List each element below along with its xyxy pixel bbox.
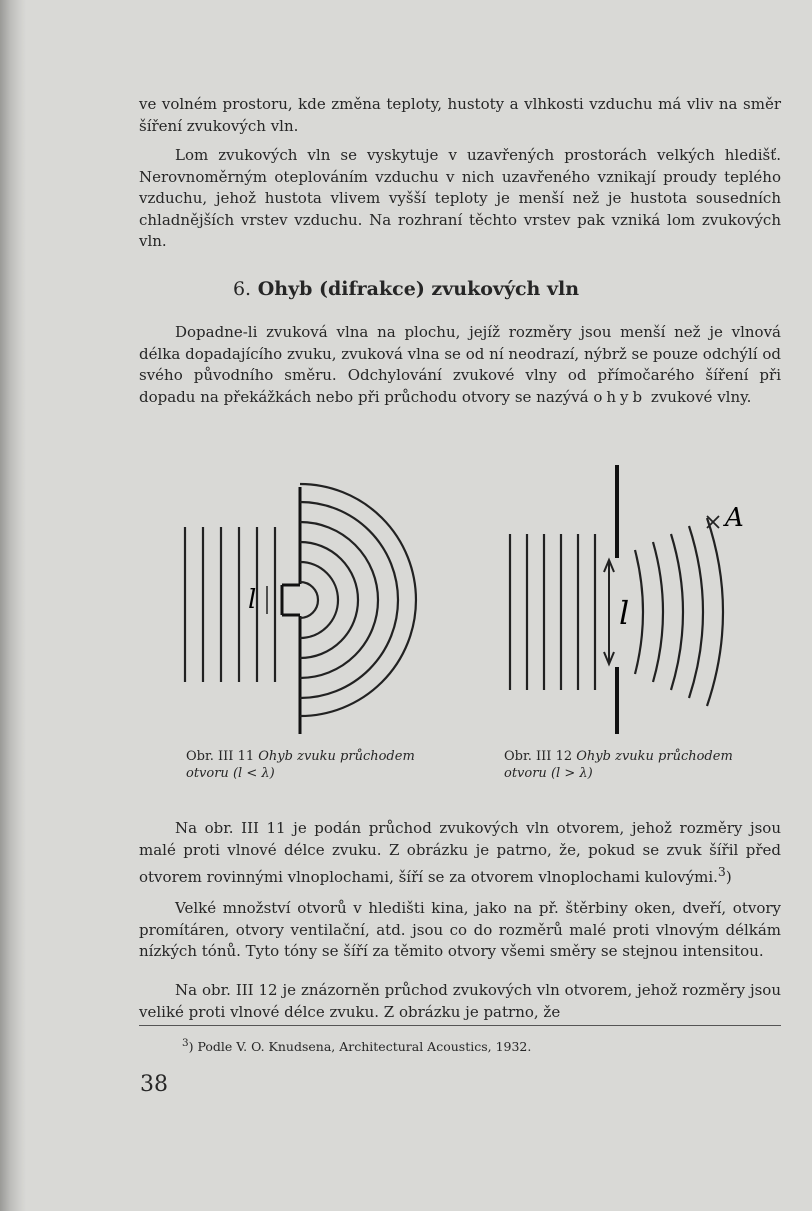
paragraph-openings: Velké množství otvorů v hledišti kina, jako na př. štěrbiny oken, dveří, otvory promítáren, otvory ventilační, atd. jsou co do rozměrů malé proti vlnovým délkám nízkých tónů. Tyto tóny se šíří za těmito otvory všemi směry se stejnou intensitou. (139, 899, 781, 960)
plane-wavefronts (510, 534, 595, 690)
section-number: 6. (232, 278, 252, 300)
spherical-wavefronts (300, 484, 416, 716)
figure-diffraction-large-opening (495, 462, 765, 742)
diffracted-wave-arc (635, 550, 643, 674)
paragraph-figure-12-explanation: Na obr. III 12 je znázorněn průchod zvukových vln otvorem, jehož rozměry jsou veliké proti vlnové délce zvuku. Z obrázku je patrno, že (139, 981, 781, 1021)
footnote-divider (139, 1025, 781, 1026)
diffracted-wave-arc (671, 534, 683, 690)
diffracted-wave-arc (653, 542, 663, 682)
point-a-label: A (725, 503, 744, 533)
caption-figure-left: Obr. III 11 Ohyb zvuku průchodem otvoru (l < λ) (186, 749, 415, 781)
footnote-mark: 3 (182, 1037, 189, 1049)
spherical-wave-arc (300, 542, 358, 658)
term-ohyb: ohyb (593, 387, 647, 406)
diffracted-wave-arc (689, 526, 703, 698)
opening-dimension (604, 560, 614, 664)
section-heading (0, 278, 812, 300)
opening-size-label: l (248, 585, 257, 615)
page-number: 38 (140, 1072, 168, 1097)
diffracted-wavefronts (635, 518, 723, 706)
book-spine-shadow (0, 0, 26, 1211)
diffracted-wave-arc (707, 518, 723, 706)
plane-wavefronts (185, 527, 275, 682)
section-title: Ohyb (difrakce) zvukových vln (257, 278, 580, 300)
paragraph-diffraction: Dopadne-li zvuková vlna na plochu, jejíž rozměry jsou menší než je vlnová délka dopadajícího zvuku, zvuková vlna se od ní neodrazí, nýbrž se pouze odchýlí od svého původního směru. Odchylování zvukové vlny od přímočarého šíření při dopadu na překážkách nebo při průchodu otvory se nazývá ohyb zvukové vlny. (139, 323, 781, 406)
paragraph-figure-11-explanation: Na obr. III 11 je podán průchod zvukových vln otvorem, jehož rozměry jsou malé proti vlnové délce zvuku. Z obrázku je patrno, že, pokud se zvuk šířil před otvorem rovinnými vlnoplochami, šíří se za otvorem vlnoplochami kulovými.$^3$) (139, 819, 781, 886)
spherical-wave-arc (300, 502, 398, 698)
paragraph-refraction: Lom zvukových vln se vyskytuje v uzavřených prostorách velkých hledišť. Nerovnoměrným oteplováním vzduchu v nich uzavřeného vznikají proudy teplého vzduchu, jehož hustota vlivem vyšší teploty je menší než je hustota sousedních chladnějších vrstev vzduchu. Na rozhraní těchto vrstev pak vzniká lom zvukových vln. (139, 146, 781, 250)
footnote-reference: 3 (717, 864, 726, 879)
figure-diffraction-small-opening (170, 462, 430, 742)
caption-figure-right: Obr. III 12 Ohyb zvuku průchodem otvoru (l > λ) (504, 749, 733, 781)
wall-with-opening (282, 487, 300, 734)
footnote: $^3$) Podle V. O. Knudsena, Architectural Acoustics, 1932. (182, 1037, 532, 1055)
spherical-wave-arc (300, 582, 318, 618)
opening-size-label: l (619, 594, 630, 632)
paragraph-intro: ve volném prostoru, kde změna teploty, hustoty a vlhkosti vzduchu má vliv na směr šíření zvukových vln. (139, 95, 781, 135)
